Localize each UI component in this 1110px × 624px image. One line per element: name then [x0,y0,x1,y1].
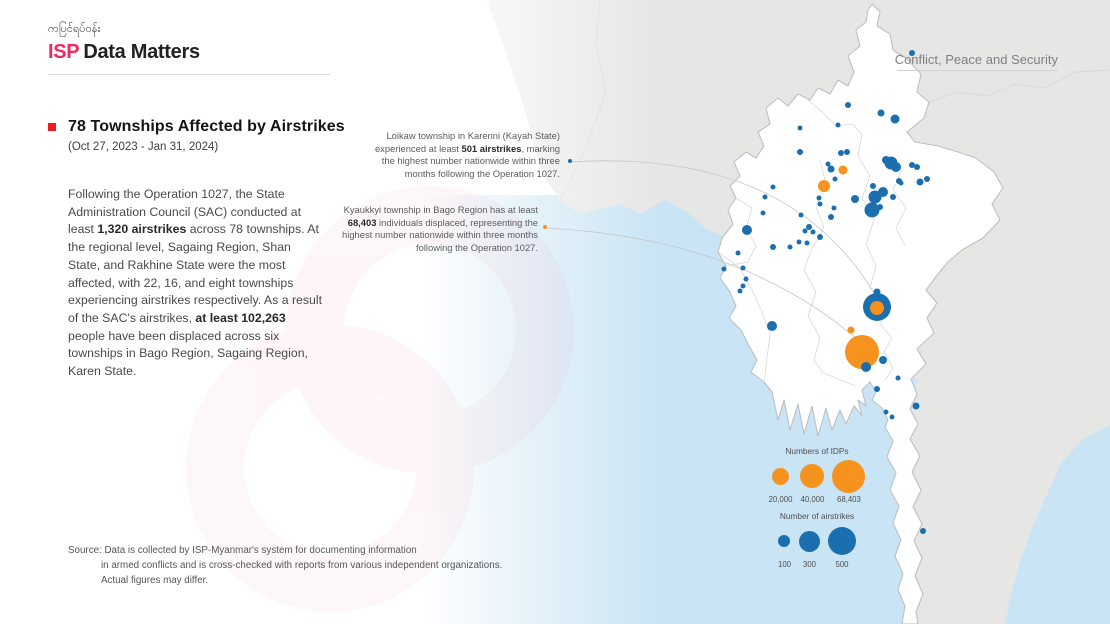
airstrike-dot [805,241,810,246]
legend-value-label: 20,000 [768,495,793,504]
title-bullet [48,123,56,131]
legend-circle [828,527,856,555]
logo-burmese-text: ကပြင်ရပ်ဝန်း [48,23,101,35]
airstrike-dot [788,245,793,250]
airstrike-dot [803,229,808,234]
airstrike-dot [761,211,766,216]
airstrike-dot [891,162,901,172]
legend-circle [832,460,865,493]
airstrike-dot [763,195,768,200]
airstrike-dot [770,244,776,250]
airstrike-dot [833,177,838,182]
airstrike-dot [742,225,752,235]
legend-circle [799,531,820,552]
source-line: Source: Data is collected by ISP-Myanmar's system for documenting information [68,545,417,556]
source-note [68,543,502,589]
source-line: Actual figures may differ. [101,575,209,587]
legend-item [778,524,791,569]
logo [48,22,200,64]
airstrike-dot [828,214,834,220]
category-divider [897,70,1058,71]
legend-airstrikes-items [755,524,879,569]
airstrike-dot [832,206,837,211]
airstrike-dot [771,185,776,190]
legend-item [832,459,865,504]
summary-paragraph: Following the Operation 1027, the State Administration Council (SAC) conducted at least 1,320 airstrikes across 78 townships. At the regional level, Sagaing Region, Shan State, and Rakhine State were the most affected, with 22, 16, and eight townships experiencing airstrikes respectively. As a result of the SAC's airstrikes, at least 102,263 people have been displaced across six townships in Bago Region, Sagaing Region, Karen State. [68,187,323,379]
airstrike-dot [879,356,887,364]
airstrike-dot [744,277,749,282]
legend-idps-title: Numbers of IDPs [785,446,849,456]
legend-value-label: 100 [777,560,791,569]
airstrike-dot [874,386,880,392]
legend-airstrikes-title: Number of airstrikes [779,511,855,521]
airstrike-dot [722,267,727,272]
idp-dot [845,335,879,369]
idp-dot [543,225,547,229]
logo-wordmark [48,41,200,64]
airstrike-dot [891,115,900,124]
airstrike-dot [798,126,803,131]
legend-airstrikes [755,511,879,569]
airstrike-dot [767,321,777,331]
airstrike-dot [797,240,802,245]
airstrike-dot [741,284,746,289]
airstrike-dot [806,224,812,230]
source-line: in armed conflicts and is cross-checked with reports from various independent organizations. [101,560,503,572]
legend-circle [800,464,824,488]
legend-item [828,524,856,569]
airstrike-dot [817,196,822,201]
airstrike-dot [799,213,804,218]
legend-value-label: 40,000 [800,495,825,504]
airstrike-dot [884,410,889,415]
legend-circle [778,535,790,547]
airstrike-dot [890,194,896,200]
legend-circle [772,468,789,485]
airstrike-dot [797,149,803,155]
legend-item [769,459,793,504]
airstrike-dot [828,166,835,173]
airstrike-dot [817,234,823,240]
airstrike-dot [836,123,841,128]
airstrike-dot [890,415,895,420]
page-title: 78 Townships Affected by Airstrikes [68,118,345,135]
legend-idps-items [755,459,879,504]
airstrike-dot [920,528,926,534]
airstrike-dot [917,179,924,186]
airstrike-dot [845,102,851,108]
logo-isp: ISP [48,41,80,63]
title-row [48,118,345,136]
airstrike-dot [851,195,859,203]
legend-value-label: 68,403 [836,495,861,504]
annotation-loikaw: Loikaw township in Karenni (Kayah State) experienced at least 501 airstrikes, marking the highest number nationwide within three months following the Operation 1027. [374,130,560,180]
airstrike-dot [896,376,901,381]
airstrike-dot [865,203,880,218]
airstrike-dot [924,176,930,182]
airstrike-dot [878,110,885,117]
airstrike-dot [838,150,844,156]
airstrike-dot [736,251,741,256]
airstrike-dot [913,403,920,410]
idp-dot [848,327,855,334]
legend-item [799,524,820,569]
legend-value-label: 300 [802,560,816,569]
legend-item [800,459,824,504]
annotation-kyaukkyi: Kyaukkyi township in Bago Region has at least 68,403 individuals displaced, representing the highest number nationwide within three months following the Operation 1027. [342,204,538,254]
airstrike-dot [870,183,876,189]
airstrike-dot [869,191,882,204]
airstrike-dot [741,266,746,271]
airstrike-dot [811,230,816,235]
airstrike-dot [844,149,850,155]
airstrike-dot [914,164,920,170]
idp-dot [870,301,884,315]
airstrike-dot [874,289,881,296]
airstrike-dot [568,159,572,163]
idp-dot [818,180,830,192]
legend-value-label: 500 [835,560,849,569]
logo-divider [48,74,330,75]
category-label: Conflict, Peace and Security [894,52,1058,67]
airstrike-dot [861,362,871,372]
airstrike-dot [818,202,823,207]
date-range: (Oct 27, 2023 - Jan 31, 2024) [68,141,219,153]
idp-dot [839,166,848,175]
airstrike-dot [899,181,904,186]
legend-idps [755,446,879,504]
airstrike-dot [738,289,743,294]
logo-rest: Data Matters [83,41,200,63]
